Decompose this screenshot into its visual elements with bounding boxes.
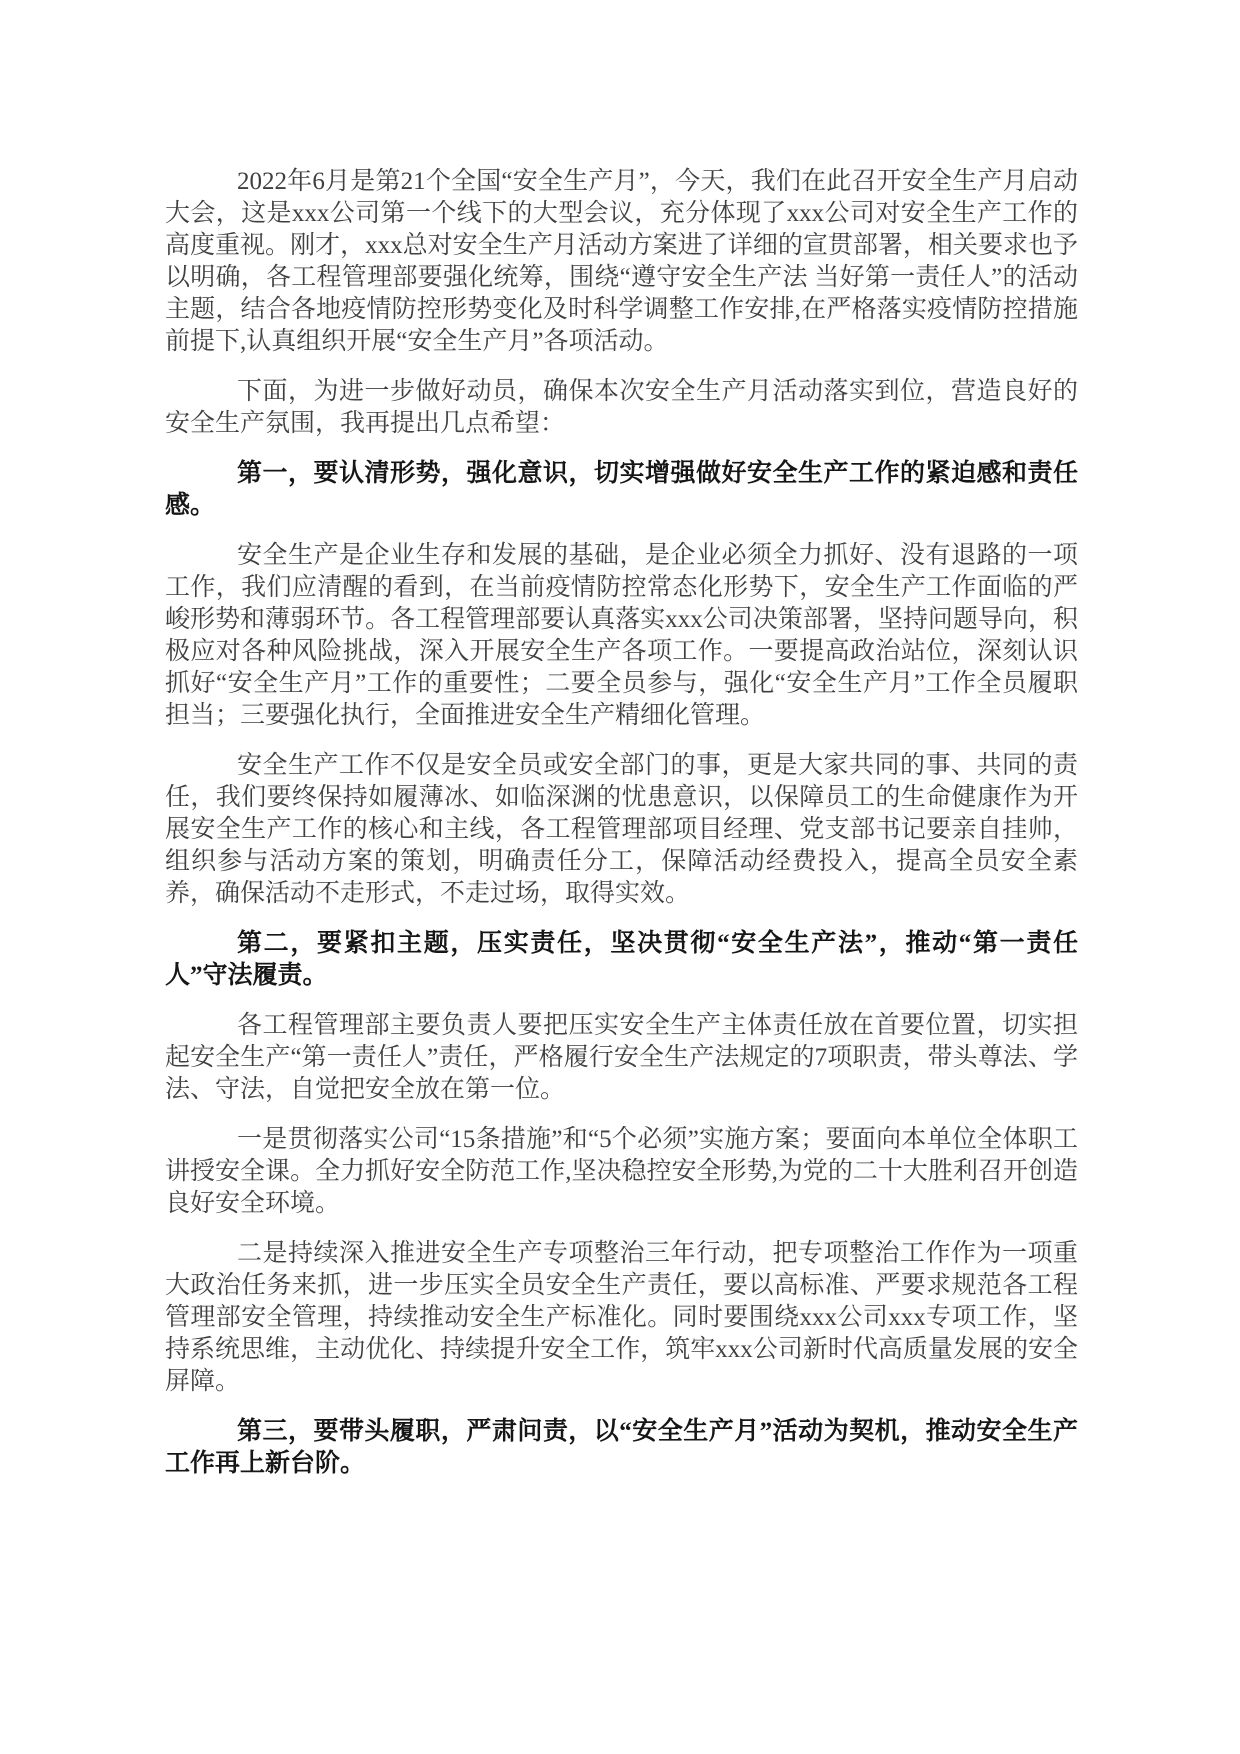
para-intro: 2022年6月是第21个全国“安全生产月”，今天，我们在此召开安全生产月启动大会，这是xxx公司第一个线下的大型会议，充分体现了xxx公司对安全生产工作的高度重视。刚才，xxx总对安全生产月活动方案进了详细的宣贯部署，相关要求也予以明确，各工程管理部要强化统筹，围绕“遵守安全生产法 当好第一责任人”的活动主题，结合各地疫情防控形势变化及时科学调整工作安排,在严格落实疫情防控措施前提下,认真组织开展“安全生产月”各项活动。 [165,168,1078,355]
heading-first: 第一，要认清形势，强化意识，切实增强做好安全生产工作的紧迫感和责任感。 [165,460,1078,519]
document-body [165,166,1078,1480]
para-situation: 安全生产是企业生存和发展的基础，是企业必须全力抓好、没有退路的一项工作，我们应清醒的看到，在当前疫情防控常态化形势下，安全生产工作面临的严峻形势和薄弱环节。各工程管理部要认真落实xxx公司决策部署，坚持问题导向，积极应对各种风险挑战，深入开展安全生产各项工作。一要提高政治站位，深刻认识抓好“安全生产月”工作的重要性；二要全员参与，强化“安全生产月”工作全员履职担当；三要强化执行，全面推进安全生产精细化管理。 [165,542,1078,729]
para-shared-duty: 安全生产工作不仅是安全员或安全部门的事，更是大家共同的事、共同的责任，我们要终保持如履薄冰、如临深渊的忧患意识，以保障员工的生命健康作为开展安全生产工作的核心和主线，各工程管理部项目经理、党支部书记要亲自挂帅，组织参与活动方案的策划，明确责任分工，保障活动经费投入，提高全员安全素养，确保活动不走形式，不走过场，取得实效。 [165,752,1078,907]
heading-second: 第二，要紧扣主题，压实责任，坚决贯彻“安全生产法”，推动“第一责任人”守法履责。 [165,930,1078,989]
para-measure-one: 一是贯彻落实公司“15条措施”和“5个必须”实施方案；要面向本单位全体职工讲授安全课。全力抓好安全防范工作,坚决稳控安全形势,为党的二十大胜利召开创造良好安全环境。 [165,1126,1078,1217]
para-main-responsibility: 各工程管理部主要负责人要把压实安全生产主体责任放在首要位置，切实担起安全生产“第一责任人”责任，严格履行安全生产法规定的7项职责，带头尊法、学法、守法，自觉把安全放在第一位。 [165,1012,1078,1103]
heading-third: 第三，要带头履职，严肃问责，以“安全生产月”活动为契机，推动安全生产工作再上新台阶。 [165,1418,1078,1477]
para-measure-two: 二是持续深入推进安全生产专项整治三年行动，把专项整治工作作为一项重大政治任务来抓，进一步压实全员安全生产责任，要以高标准、严要求规范各工程管理部安全管理，持续推动安全生产标准化。同时要围绕xxx公司xxx专项工作，坚持系统思维，主动优化、持续提升安全工作，筑牢xxx公司新时代高质量发展的安全屏障。 [165,1240,1078,1395]
para-mobilize: 下面，为进一步做好动员，确保本次安全生产月活动落实到位，营造良好的安全生产氛围，我再提出几点希望： [165,378,1078,437]
